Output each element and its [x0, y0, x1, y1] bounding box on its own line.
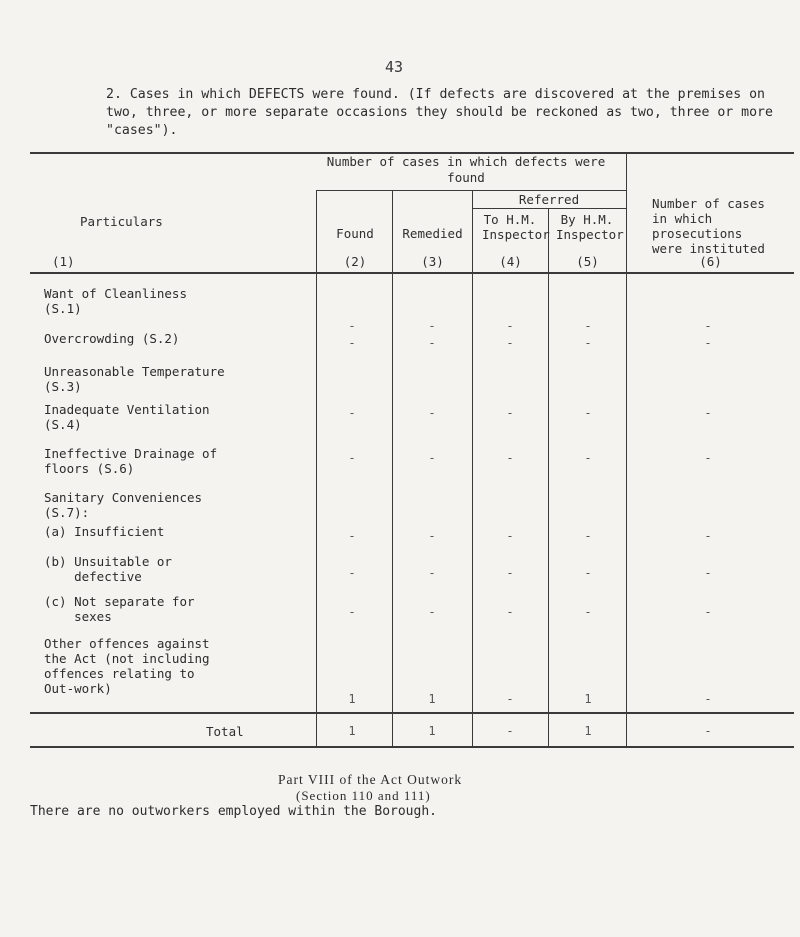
total-label: Total	[206, 724, 244, 739]
row-label-line: Ineffective Drainage of	[44, 446, 218, 461]
header-group: Number of cases in which defects were found	[326, 154, 606, 185]
table-row-label	[44, 331, 179, 346]
header-to-hm-num: (4)	[499, 254, 522, 269]
col-line-4	[548, 208, 549, 746]
table-cell: 1	[348, 692, 356, 706]
table-cell: -	[506, 336, 514, 350]
table-cell: -	[704, 529, 712, 543]
total-by-hm: 1	[584, 724, 592, 738]
total-to-hm: -	[506, 724, 514, 738]
total-remedied: 1	[428, 724, 436, 738]
table-cell: -	[704, 319, 712, 333]
row-label-line: Overcrowding (S.2)	[44, 331, 180, 346]
table-cell: -	[704, 566, 712, 580]
table-cell: -	[584, 319, 592, 333]
table-cell: -	[506, 451, 514, 465]
header-referred: Referred	[518, 192, 580, 207]
table-cell: -	[704, 605, 712, 619]
table-cell: -	[506, 529, 514, 543]
footer-section: (Section 110 and 111)	[296, 788, 431, 803]
table-row-label	[44, 446, 217, 476]
table-cell: -	[348, 605, 356, 619]
intro-paragraph: 2. Cases in which DEFECTS were found. (If defects are discovered at the premises on two, three, or more separate occasions they should be reckoned as two, three or more "cases").	[106, 87, 773, 138]
row-label-line: floors (S.6)	[44, 461, 135, 476]
total-found: 1	[348, 724, 356, 738]
table-row-label	[44, 286, 187, 316]
table-cell: -	[506, 566, 514, 580]
table-cell: -	[704, 336, 712, 350]
row-label-line: (a) Insufficient	[44, 524, 165, 539]
col-line-3	[472, 190, 473, 746]
header-remedied-num: (3)	[421, 254, 444, 269]
col-line-2	[392, 190, 393, 746]
defects-table	[30, 152, 794, 748]
subheader-line	[316, 190, 626, 191]
table-cell: -	[428, 336, 436, 350]
col-line-1	[316, 190, 317, 746]
referred-line	[472, 208, 626, 209]
table-cell: -	[506, 406, 514, 420]
row-label-line: (b) Unsuitable or	[44, 554, 172, 569]
table-cell: -	[428, 451, 436, 465]
table-cell: -	[348, 319, 356, 333]
table-cell: 1	[428, 692, 436, 706]
table-cell: -	[428, 406, 436, 420]
row-label-line: Out-work)	[44, 681, 112, 696]
row-label-line: defective	[44, 569, 142, 584]
header-prosecutions: Number of cases in which prosecutions were instituted	[652, 196, 765, 256]
header-particulars-num: (1)	[52, 254, 75, 269]
table-cell: -	[704, 451, 712, 465]
row-label-line: (S.1)	[44, 301, 82, 316]
col-line-5	[626, 154, 627, 746]
row-label-line: Inadequate Ventilation	[44, 402, 210, 417]
table-row-label	[44, 524, 164, 539]
table-cell: -	[348, 451, 356, 465]
table-cell: -	[428, 605, 436, 619]
header-to-hm: To H.M. Inspector	[482, 212, 550, 242]
header-found-num: (2)	[343, 254, 367, 269]
header-by-hm-num: (5)	[576, 254, 599, 269]
header-prosecutions-num: (6)	[699, 254, 722, 269]
table-cell: -	[348, 336, 356, 350]
header-by-hm: By H.M. Inspector	[556, 212, 624, 242]
outworkers-note: There are no outworkers employed within the Borough.	[30, 804, 437, 819]
table-row-label	[44, 554, 172, 584]
row-label-line: Unreasonable Temperature	[44, 364, 225, 379]
table-cell: -	[348, 566, 356, 580]
row-label-line: (S.7):	[44, 505, 90, 520]
total-top-line	[30, 712, 794, 714]
table-cell: -	[704, 406, 712, 420]
table-cell: -	[348, 406, 356, 420]
table-row-label	[44, 490, 202, 520]
table-cell: -	[506, 692, 514, 706]
row-label-line: sexes	[44, 609, 112, 624]
row-label-line: the Act (not including	[44, 651, 210, 666]
row-label-line: (S.3)	[44, 379, 82, 394]
table-row-label	[44, 402, 210, 432]
table-cell: 1	[584, 692, 592, 706]
row-label-line: offences relating to	[44, 666, 195, 681]
row-label-line: Sanitary Conveniences	[44, 490, 203, 505]
header-bottom-line	[30, 272, 794, 274]
page-number: 43	[385, 58, 404, 76]
table-row-label	[44, 364, 225, 394]
table-cell: -	[584, 336, 592, 350]
table-cell: -	[428, 529, 436, 543]
table-row-label	[44, 594, 195, 624]
table-cell: -	[584, 529, 592, 543]
header-particulars: Particulars	[80, 214, 163, 229]
table-row-label	[44, 636, 210, 696]
footer-part-title: Part VIII of the Act Outwork	[278, 772, 463, 787]
row-label-line: Other offences against	[44, 636, 210, 651]
row-label-line: (c) Not separate for	[44, 594, 195, 609]
row-label-line: (S.4)	[44, 417, 82, 432]
table-cell: -	[584, 451, 592, 465]
row-label-line: Want of Cleanliness	[44, 286, 187, 301]
table-cell: -	[348, 529, 356, 543]
table-cell: -	[584, 406, 592, 420]
table-cell: -	[584, 605, 592, 619]
header-found: Found	[336, 226, 374, 241]
table-cell: -	[428, 566, 436, 580]
table-cell: -	[704, 692, 712, 706]
table-cell: -	[428, 319, 436, 333]
table-cell: -	[584, 566, 592, 580]
table-cell: -	[506, 319, 514, 333]
table-cell: -	[506, 605, 514, 619]
header-remedied: Remedied	[402, 226, 463, 241]
total-prosecutions: -	[704, 724, 712, 738]
